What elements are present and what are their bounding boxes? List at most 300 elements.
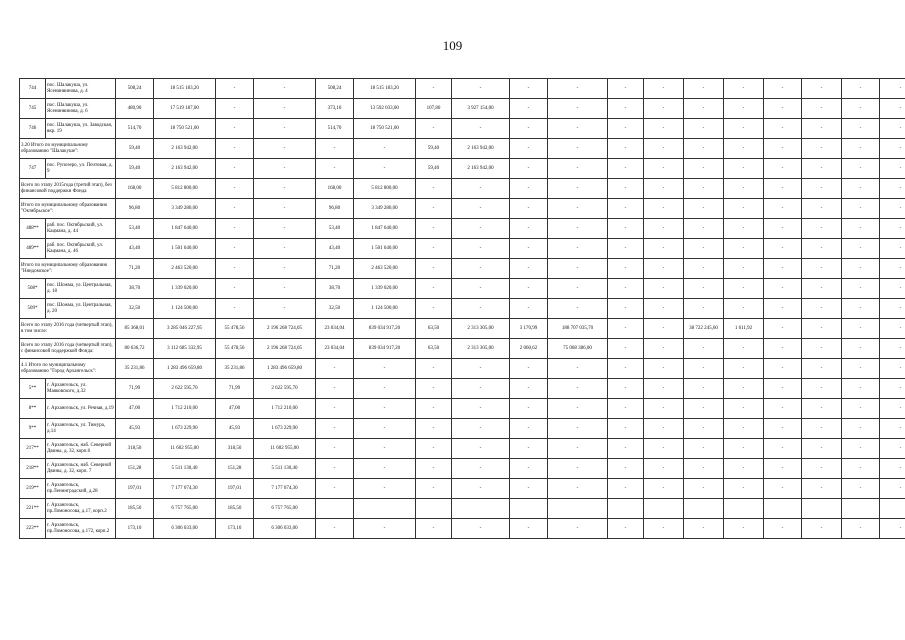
value-cell: - [764,219,802,239]
value-cell: - [724,339,764,359]
value-cell: 18 515 183,20 [154,79,216,99]
value-cell: 197,01 [116,479,154,499]
value-cell: - [880,459,905,479]
value-cell: - [548,119,608,139]
value-cell [316,499,354,519]
value-cell: - [842,259,880,279]
value-cell: - [216,119,254,139]
value-cell: 32,50 [316,299,354,319]
row-number-cell: 746 [20,119,46,139]
value-cell: - [802,219,842,239]
value-cell: 6 757 765,00 [254,499,316,519]
value-cell: - [416,419,452,439]
value-cell: 1 339 020,00 [354,279,416,299]
value-cell: - [802,419,842,439]
value-cell: - [608,419,644,439]
value-cell: 2 060,62 [510,339,548,359]
value-cell: 3 285 046 227,95 [154,319,216,339]
value-cell: - [608,139,644,159]
value-cell: 1 124 500,00 [154,299,216,319]
table-row [20,439,905,459]
address-cell: раб. пос. Октябрьский, ул. Кацмана, д. 44 [46,219,116,239]
value-cell: - [880,399,905,419]
value-cell: 35 231,86 [116,359,154,379]
value-cell: - [842,419,880,439]
value-cell: - [842,159,880,179]
value-cell: - [644,359,684,379]
value-cell: - [354,459,416,479]
value-cell: 514,70 [116,119,154,139]
value-cell: - [802,319,842,339]
value-cell: - [548,439,608,459]
address-cell: пос. Шожма, ул. Центральная, д. 20 [46,299,116,319]
value-cell: 2 163 942,00 [452,159,510,179]
value-cell: - [510,79,548,99]
value-cell: 5 812 800,00 [154,179,216,199]
value-cell: - [608,219,644,239]
value-cell: - [880,439,905,459]
value-cell: - [764,119,802,139]
value-cell: - [880,199,905,219]
value-cell: - [880,379,905,399]
value-cell: - [510,279,548,299]
summary-row [20,199,905,219]
value-cell: - [452,79,510,99]
value-cell: 17 519 187,00 [154,99,216,119]
value-cell: - [354,379,416,399]
value-cell [510,499,548,519]
value-cell: - [842,279,880,299]
value-cell: - [644,399,684,419]
value-cell: 151,28 [116,459,154,479]
value-cell: 3 112 685 332,95 [154,339,216,359]
value-cell: - [452,439,510,459]
value-cell: - [880,99,905,119]
value-cell: 480,90 [116,99,154,119]
value-cell: - [684,459,724,479]
value-cell: - [216,199,254,219]
value-cell: - [842,479,880,499]
value-cell: - [880,419,905,439]
value-cell: 3 927 154,00 [452,99,510,119]
address-cell: г. Архангельск, пр.Ленинградский, д.28 [46,479,116,499]
value-cell: 55 478,56 [216,339,254,359]
value-cell [724,499,764,519]
value-cell: - [684,259,724,279]
value-cell: 1 673 229,90 [154,419,216,439]
value-cell: - [254,279,316,299]
value-cell: - [510,159,548,179]
value-cell: - [802,179,842,199]
value-cell: - [644,259,684,279]
table-row [20,159,905,179]
value-cell: - [254,299,316,319]
value-cell: - [254,79,316,99]
value-cell [548,499,608,519]
summary-label-cell: Всего по этапу 2016 года (четвертый этап), в том числе: [20,319,116,339]
value-cell: - [510,399,548,419]
value-cell: - [548,299,608,319]
value-cell: - [842,459,880,479]
value-cell: - [510,419,548,439]
value-cell: - [548,159,608,179]
value-cell: - [254,159,316,179]
summary-label-cell: Итого по муниципальному образованию "Октябрьское": [20,199,116,219]
value-cell: - [510,259,548,279]
value-cell: - [510,239,548,259]
value-cell: 6 306 033,00 [254,519,316,539]
row-number-cell: 9** [20,419,46,439]
value-cell: 2 622 595,70 [154,379,216,399]
value-cell: - [764,519,802,539]
value-cell: 188 707 035,70 [548,319,608,339]
value-cell: - [644,99,684,119]
value-cell: - [842,199,880,219]
address-cell: пос. Шалакуша, ул. Ясенинвинова, д. 6 [46,99,116,119]
value-cell: - [254,139,316,159]
value-cell: 6 757 765,00 [154,499,216,519]
value-cell: - [254,119,316,139]
value-cell: - [684,419,724,439]
value-cell: - [452,399,510,419]
value-cell: - [416,379,452,399]
value-cell: 53,40 [316,219,354,239]
value-cell: - [802,439,842,459]
value-cell: - [644,519,684,539]
value-cell: - [416,259,452,279]
table-row [20,479,905,499]
value-cell: - [842,179,880,199]
address-cell: пос. Шожма, ул. Центральная, д. 18 [46,279,116,299]
value-cell: - [316,519,354,539]
value-cell: 32,50 [116,299,154,319]
value-cell: - [880,339,905,359]
value-cell: - [802,239,842,259]
value-cell: - [416,519,452,539]
value-cell: 1 611,92 [724,319,764,339]
address-cell: г. Архангельск, ул. Тимура, д.14 [46,419,116,439]
value-cell: - [216,99,254,119]
value-cell: - [548,139,608,159]
value-cell: - [548,279,608,299]
value-cell: - [724,399,764,419]
value-cell: - [764,259,802,279]
value-cell: - [802,279,842,299]
value-cell: - [724,439,764,459]
value-cell: - [452,299,510,319]
value-cell: 11 602 955,00 [154,439,216,459]
value-cell: - [608,159,644,179]
value-cell [764,499,802,519]
value-cell: 2 313 305,00 [452,339,510,359]
value-cell: - [764,479,802,499]
value-cell: - [316,159,354,179]
value-cell: - [416,279,452,299]
value-cell: - [510,379,548,399]
value-cell: - [254,219,316,239]
value-cell: - [548,219,608,239]
value-cell: - [608,479,644,499]
value-cell: - [548,479,608,499]
row-number-cell: 221** [20,499,46,519]
summary-label-cell: 3.20 Итого по муниципальному образованию "Шалакуше": [20,139,116,159]
value-cell: - [684,139,724,159]
value-cell: - [316,459,354,479]
value-cell: 38,70 [316,279,354,299]
value-cell: - [316,399,354,419]
value-cell [608,499,644,519]
value-cell: 18 750 521,00 [154,119,216,139]
value-cell: - [724,519,764,539]
value-cell: 7 177 074,30 [154,479,216,499]
value-cell: - [802,339,842,359]
value-cell: 318,50 [116,439,154,459]
value-cell: - [764,299,802,319]
value-cell: - [548,239,608,259]
row-number-cell: 747 [20,159,46,179]
value-cell: - [764,419,802,439]
table-row [20,379,905,399]
summary-label-cell: Всего по этапу 2015года (третий этап), без финансовой поддержки Фонда [20,179,116,199]
value-cell: 45,93 [116,419,154,439]
value-cell: - [548,79,608,99]
value-cell: 55 478,56 [216,319,254,339]
value-cell: - [354,419,416,439]
value-cell: 2 313 305,00 [452,319,510,339]
value-cell: - [452,279,510,299]
value-cell: - [764,459,802,479]
value-cell: 3 349 280,00 [154,199,216,219]
value-cell: 168,00 [116,179,154,199]
value-cell: - [416,79,452,99]
value-cell: - [764,159,802,179]
value-cell: 318,50 [216,439,254,459]
value-cell: - [416,219,452,239]
value-cell: - [644,179,684,199]
value-cell: 35 231,86 [216,359,254,379]
value-cell: 59,40 [416,139,452,159]
value-cell: - [684,159,724,179]
value-cell: - [644,479,684,499]
value-cell: - [608,99,644,119]
value-cell: - [416,479,452,499]
value-cell: - [724,159,764,179]
value-cell: - [764,319,802,339]
value-cell: - [354,519,416,539]
value-cell [880,499,905,519]
row-number-cell: 744 [20,79,46,99]
value-cell: - [254,259,316,279]
table-row [20,399,905,419]
value-cell: 2 163 942,00 [154,139,216,159]
value-cell: - [802,379,842,399]
value-cell: - [724,79,764,99]
value-cell: - [548,99,608,119]
value-cell: - [608,319,644,339]
value-cell: - [842,359,880,379]
value-cell: - [548,419,608,439]
address-cell: пос. Шалакуша, ул. Заводская, вкр. 19 [46,119,116,139]
summary-row [20,179,905,199]
value-cell: - [842,119,880,139]
value-cell: 168,00 [316,179,354,199]
value-cell: 1 501 640,00 [354,239,416,259]
value-cell: 43,40 [116,239,154,259]
register-table-body [20,79,905,539]
value-cell: - [764,339,802,359]
row-number-cell: 219** [20,479,46,499]
value-cell: 59,40 [116,139,154,159]
value-cell: - [216,219,254,239]
value-cell: - [644,279,684,299]
value-cell: - [416,299,452,319]
value-cell: - [216,239,254,259]
value-cell: - [548,179,608,199]
value-cell: 1 847 640,00 [154,219,216,239]
value-cell: - [684,179,724,199]
value-cell: - [452,219,510,239]
value-cell: 173,10 [216,519,254,539]
value-cell: - [644,319,684,339]
value-cell: - [802,359,842,379]
address-cell: г. Архангельск, ул. Маяковского, д.32 [46,379,116,399]
value-cell: - [684,479,724,499]
value-cell: - [548,459,608,479]
value-cell: - [510,359,548,379]
value-cell: 38,70 [116,279,154,299]
value-cell: - [724,119,764,139]
value-cell: - [452,259,510,279]
value-cell: 71,20 [316,259,354,279]
value-cell: - [452,199,510,219]
value-cell: - [724,299,764,319]
value-cell: - [452,239,510,259]
value-cell: - [548,259,608,279]
value-cell: - [724,279,764,299]
value-cell: 1 124 500,00 [354,299,416,319]
value-cell: - [608,199,644,219]
value-cell: 2 196 268 724,05 [254,339,316,359]
value-cell: - [684,79,724,99]
value-cell: - [644,219,684,239]
value-cell: 85 368,01 [116,319,154,339]
value-cell: 45,93 [216,419,254,439]
value-cell: - [608,179,644,199]
value-cell: - [644,419,684,439]
value-cell: 1 283 496 659,80 [154,359,216,379]
value-cell: 59,40 [416,159,452,179]
value-cell: - [842,219,880,239]
value-cell: - [764,359,802,379]
value-cell: - [764,399,802,419]
value-cell: 1 673 229,90 [254,419,316,439]
value-cell: - [724,199,764,219]
value-cell: - [452,419,510,439]
value-cell: - [764,179,802,199]
value-cell: - [510,519,548,539]
value-cell: - [644,339,684,359]
value-cell: 71,99 [216,379,254,399]
value-cell [644,499,684,519]
value-cell: 508,24 [116,79,154,99]
value-cell: - [684,439,724,459]
value-cell: - [764,279,802,299]
value-cell: - [684,519,724,539]
value-cell: - [316,419,354,439]
value-cell: - [254,179,316,199]
value-cell: - [452,479,510,499]
value-cell: 18 515 183,20 [354,79,416,99]
value-cell: - [842,439,880,459]
value-cell: - [684,119,724,139]
value-cell: - [880,359,905,379]
value-cell: - [316,139,354,159]
address-cell: г. Архангельск, ул. Речная, д.19 [46,399,116,419]
value-cell: - [354,479,416,499]
value-cell: 1 501 640,00 [154,239,216,259]
address-cell: пос. Шалакуша, ул. Ясенинвинова, д. 4 [46,79,116,99]
value-cell: - [216,259,254,279]
value-cell: - [880,159,905,179]
value-cell: 38 722 245,60 [684,319,724,339]
value-cell: - [880,299,905,319]
value-cell: - [724,219,764,239]
value-cell: 5 511 130,40 [254,459,316,479]
value-cell: - [416,179,452,199]
value-cell: - [802,119,842,139]
address-cell: г. Архангельск, наб. Северной Двины, д. 32, корп.6 [46,439,116,459]
value-cell: - [684,339,724,359]
value-cell: - [842,399,880,419]
row-number-cell: 223** [20,519,46,539]
value-cell: - [452,179,510,199]
value-cell: - [842,519,880,539]
row-number-cell: 745 [20,99,46,119]
row-number-cell: 8** [20,399,46,419]
value-cell: - [842,79,880,99]
table-row [20,219,905,239]
value-cell: - [452,519,510,539]
value-cell: - [724,179,764,199]
value-cell: - [802,299,842,319]
value-cell [842,499,880,519]
value-cell: - [608,399,644,419]
value-cell: - [216,179,254,199]
value-cell: - [510,199,548,219]
value-cell [416,499,452,519]
value-cell: 75 068 386,00 [548,339,608,359]
value-cell: - [452,459,510,479]
value-cell: - [842,379,880,399]
table-row [20,419,905,439]
value-cell: - [216,299,254,319]
value-cell: - [880,519,905,539]
table-row [20,239,905,259]
value-cell: - [416,119,452,139]
value-cell: 1 339 020,00 [154,279,216,299]
row-number-cell: 217** [20,439,46,459]
value-cell: - [802,199,842,219]
value-cell: - [548,519,608,539]
value-cell: - [416,239,452,259]
value-cell: - [880,319,905,339]
value-cell: - [724,259,764,279]
value-cell: - [416,399,452,419]
table-row [20,499,905,519]
value-cell: 43,40 [316,239,354,259]
value-cell: - [316,439,354,459]
value-cell: - [724,99,764,119]
